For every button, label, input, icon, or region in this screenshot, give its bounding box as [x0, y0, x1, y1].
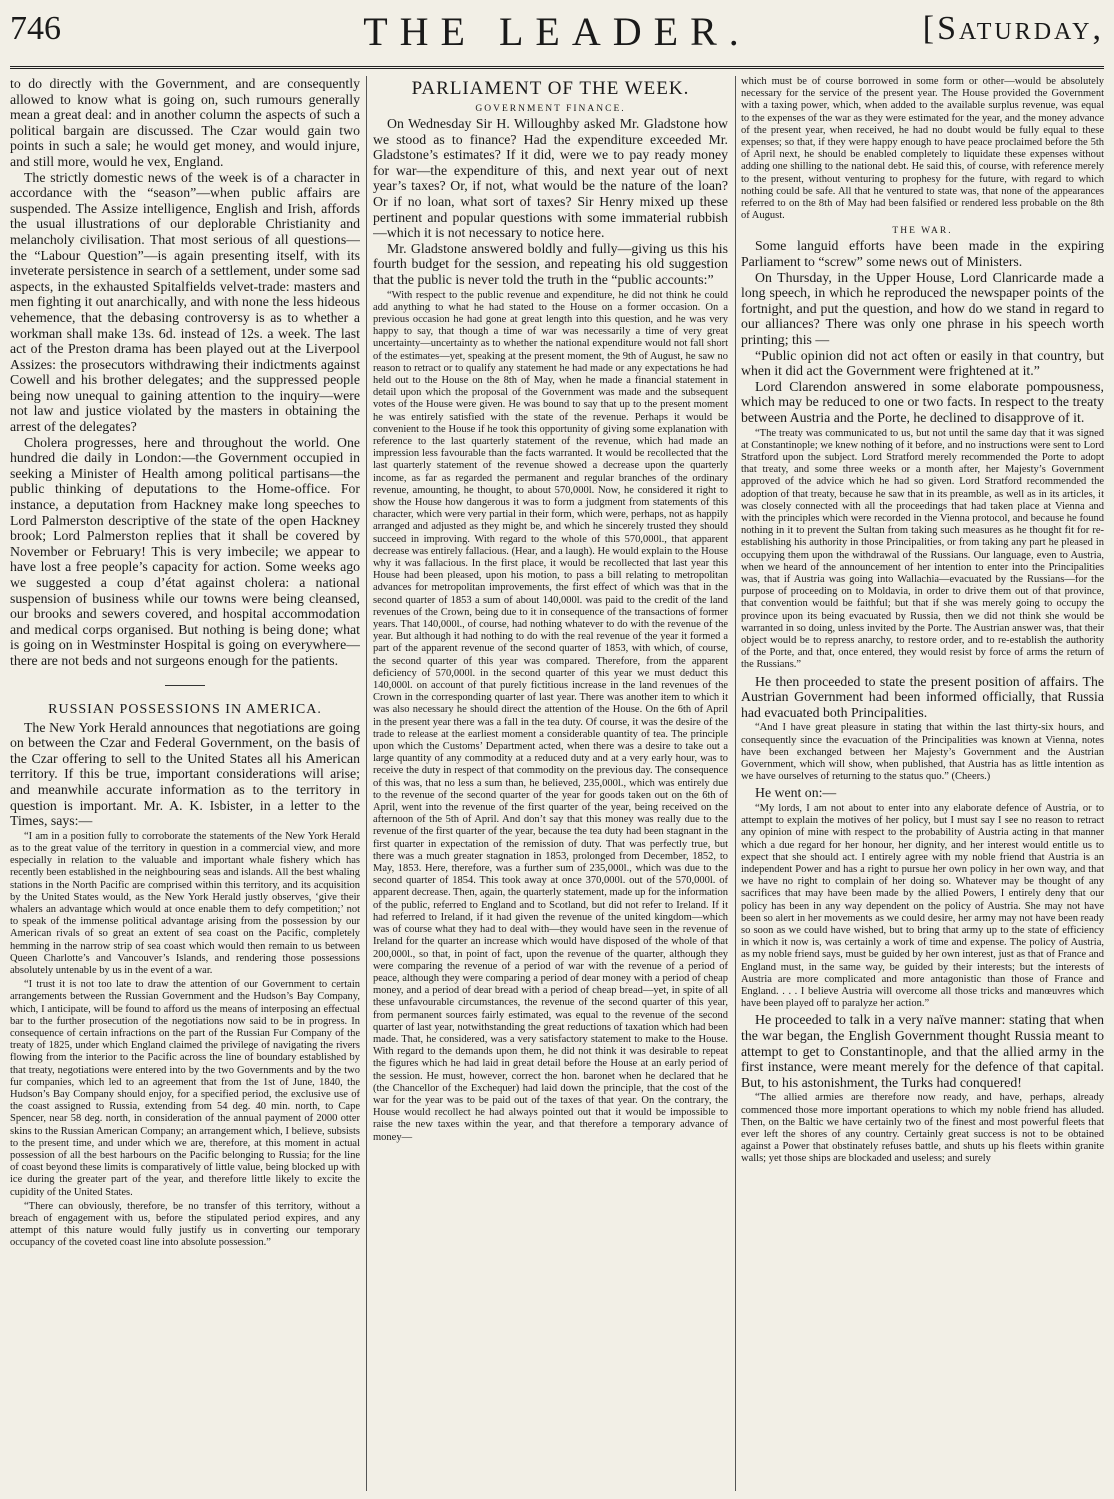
quoted-speech: “The allied armies are therefore now ready, and have, perhaps, already commenced those more important operations to which my noble friend has alluded. Then, on the Baltic we have certainly two of the finest and most powerful fleets that ever left the shores of any country. Certainly great success is not to be obtained against a Power that obstinately refuses battle, and shuts up his fleets within granite walls; yet those ships are blockaded and useless; and surely — [741, 1092, 1104, 1165]
paragraph: On Thursday, in the Upper House, Lord Clanricarde made a long speech, in which he reproduced the newspaper points of the fortnight, and put the question, and how do we stand in regard to our alliances? There was only one phrase in his speech worth printing; this — — [741, 269, 1104, 347]
newspaper-title: THE LEADER. — [363, 9, 751, 54]
paragraph: He went on:— — [755, 785, 837, 801]
section-heading: RUSSIAN POSSESSIONS IN AMERICA. — [48, 701, 322, 717]
column-2 — [373, 76, 728, 1494]
column-1 — [10, 76, 360, 1494]
section-heading: PARLIAMENT OF THE WEEK. — [411, 78, 690, 99]
paragraph: to do directly with the Government, and are consequently allowed to know what is going on, such rumours generally mean a great deal: and in another column the aspects of such a political bargain are discussed. The Czar would gain two points in such a sale; he would get money, and would injure, and still more, would he vex, England. — [10, 76, 360, 169]
paragraph: Cholera progresses, here and throughout the world. One hundred die daily in London:—the Government occupied in seeking a Minister of Health among political partisans—the public thinking of deputations to the Home-office. For instance, a deputation from Hackney make long speeches to Lord Palmerston descriptive of the state of the open Hackney brook; Lord Palmerston replies that it shall be covered by November or February! This is very imbecile; we appear to have lost a free people’s capacity for action. Some weeks ago we suggested a coup d’état against cholera: a national suspension of business while our towns were being cleansed, our brooks and sewers covered, and hospital accommodation and medical corps organised. But nothing is being done; what is going on in Westminster Hospital is going on everywhere—there are not beds and not surgeons enough for the patients. — [10, 434, 360, 668]
masthead — [10, 4, 1104, 66]
sub-heading: THE WAR. — [892, 226, 953, 237]
section-rule — [165, 685, 205, 686]
column-divider — [735, 76, 736, 1491]
paragraph: He then proceeded to state the present position of affairs. The Austrian Government had been informed officially, that Russia had evacuated both Principalities. — [741, 673, 1104, 720]
quoted-speech: “With respect to the public revenue and expenditure, he did not think he could add anything to what he had stated to the House on a former occasion. On a previous occasion he had gone at great length into this question, and he was very happy to say, that though a time of war was necessarily a time of very great uncertainty—uncertainty as to whether the national expenditure would not fall short of the estimates—yet, speaking at the present moment, the 9th of August, he saw no reason to retract or to qualify any statement he had made or any expectations he had held out to the House on the 8th of May, when he made a financial statement in detail upon which the proposal of the Government was made and the subsequent votes of the House were given. He was bound to say that up to the present moment he was entirely satisfied with the state of the revenue. Perhaps it would be convenient to the House if he took this opportunity of giving some explanation with reference to the last quarterly statement of the revenue, which had made an impression less favourable than the facts warranted. It would be recollected that the last quarterly statement of the revenue showed a decrease upon the quarterly income, as far as regarded the permanent and regular branches of the ordinary revenue, amounting, he thought, to about 570,000l. Now, he considered it right to show the House how dangerous it was to form a judgment from statements of this character, which were very partial in their form, which were, perhaps, not as happily arranged and adjusted as they might be, and which he sincerely trusted they should succeed in improving. With regard to the whole of this 570,000l., that apparent decrease was entirely fallacious. (Hear, and a laugh). He would explain to the House why it was fallacious. In the first place, it would be recollected that last year this House had been pleased, upon his motion, to pass a bill relating to metropolitan advances for metropolitan improvements, the first effect of which was that in the second quarter of 1853 a sum of about 140,000l. was paid to the credit of the land revenues of the Crown, being due to it in consequence of the transactions of former years. That 140,000l., of course, had nothing whatever to do with the revenue of the year. But although it had nothing to do with the real revenue of the year it formed a part of the apparent revenue of the second quarter of 1853, with which, of course, the second quarter of this year was compared. Therefore, from the apparent deficiency of 570,000l. in the second quarter of this year we must deduct this 140,000l. on account of that purely fictitious increase in the land revenues of the Crown in the corresponding quarter of last year. There was another item to which it was also necessary he should direct the attention of the House. On the 6th of April in the present year there was a fall in the tea duty. Of course, it was the desire of the trade to release at the earliest moment a considerable quantity of tea. The principle upon which the Customs’ Department acted, when there was a desire to take out a large quantity of any commodity at a reduced duty and at a very early hour, was to receive the duty in respect of that commodity on the previous day. The consequence of this was, that no less a sum than, he believed, 235,000l., which was entirely due to the revenue of the second quarter of the year for goods taken out on the 6th of April, went into the revenue of the first quarter of the year, being received on the afternoon of the 5th of April. And don’t say that this money was really due to the revenue of the first quarter of the year, because the tea duty had been stagnant in the first quarter in expectation of the remission of duty. That was perfectly true, but there was a much greater stagnation in 1853, prolonged from December, 1852, to May, 1853. Here, therefore, was a further sum of 235,000l., which was due to the second quarter of 1854. This took away at once 370,000l. out of the 570,000l. of apparent decrease. Then, again, the quarterly statement, made up for the information of the public, referred to England and to Scotland, but did not refer to Ireland. If it had referred to Ireland, if it had given the revenue of the united kingdom—which was of course what they had to deal with—they would have seen in the revenue of Ireland for the quarter an increase which would have disposed of the whole of that 200,000l., so that, in point of fact, upon the revenue of the quarter, although they were comparing the revenue of a period of war with the revenue of a period of peace, although they were comparing a period of dear money with a period of cheap money, and a period of dear bread with a period of cheap bread—yet, in spite of all these unfavourable circumstances, the revenue of the second quarter of this year, from permanent sources fairly estimated, was equal to the revenue of the second quarter of last year, notwithstanding the great reductions of taxation which had been made. That, he considered, was a very satisfactory statement to make to the House. With regard to the demands upon them, he did not think it was desirable to repeat the figures which he had laid in great detail before the House at an early period of the session. He must, however, correct the hon. baronet when he declared that he (the Chancellor of the Exchequer) had laid down the principle, that the cost of the war for the year was to be paid out of the taxes of that year. On the contrary, the House would recollect he had always pointed out that it would be impossible to raise the new taxes within the year, and that therefore a temporary advance of money— — [373, 289, 728, 1143]
quoted-letter: “I trust it is not too late to draw the attention of our Government to certain arrangements between the Russian Government and the Hudson’s Bay Company, which, I anticipate, will be found to afford us the means of interposing an effectual bar to the further prosecution of the negotiations now said to be in progress. In consequence of certain infractions on the part of the Russian Fur Company of the treaty of 1825, under which England claimed the privilege of navigating the rivers flowing from the interior to the Pacific across the line of boundary established by that treaty, negotiations were entered into by the two Governments and by the two fur companies, which led to an agreement that from the 1st of June, 1840, the Hudson’s Bay Company should enjoy, for a specified period, the exclusive use of the coast assigned to Russia, extending from 54 deg. 40 min. north, to Cape Spencer, near 58 deg. north, in consideration of the annual payment of 2000 otter skins to the Russian American Company; an arrangement which, I believe, subsists to the present time, and under which we are, therefore, at this moment in actual possession of all the best harbours on the Pacific belonging to Russia; for the line of coast beyond these limits is comparatively of little value, being blocked up with ice during the greater part of the year, and therefore little likely to excite the cupidity of the United States. — [10, 979, 360, 1198]
column-divider — [366, 76, 367, 1491]
column-3 — [741, 76, 1104, 1494]
quoted-speech: “And I have great pleasure in stating that within the last thirty-six hours, and consequently since the evacuation of the Principalities was known at Vienna, notes have been exchanged between her Majesty’s Government and the Austrian Government, which will show, when published, that Austria has as little intention as we have ourselves of returning to the status quo.” (Cheers.) — [741, 722, 1104, 783]
paragraph: Mr. Gladstone answered boldly and fully—giving us this his fourth budget for the session, and repeating his old suggestion that the public is never told the truth in the “public accounts:” — [373, 240, 728, 287]
quoted-letter: “I am in a position fully to corroborate the statements of the New York Herald as to the great value of the territory in question in a commercial view, and more especially in relation to the valuable and important whale fishery which has recently been established in the neighbouring seas and islands. All the best whaling stations in the North Pacific are comprised within this territory, and its acquisition by the United States would, as the New York Herald justly observes, ‘give their whalers an advantage which would at once enable them to defy competition;’ not to speak of the immense political advantage arising from the possession by our American rivals of so great an extent of sea coast on the Pacific, completely hemming in the narrow strip of sea coast which would then remain to us between Queen Charlotte’s and Vancouver’s Islands, and rendering those possessions absolutely untenable by us in the event of a war. — [10, 830, 360, 976]
day-label: [Saturday, — [922, 10, 1104, 47]
quoted-speech: which must be of course borrowed in some form or other—would be absolutely necessary for the service of the present year. The House provided the Government with a taxing power, which, when added to the available surplus revenue, was equal to the expenses of the war as they were estimated for the year, and the money advance of the present year, when received, he had no doubt would be fully equal to these expenses; so that, if they were happy enough to have peace proclaimed before the 5th of April next, he should be enabled completely to liquidate these expenses without adding one shilling to the national debt. He said this, of course, with reference merely to the present, without venturing to prophesy for the future, with regard to which nothing could be safe. All that he ventured to state was, that none of the appearances referred to on the 8th of May had been falsified or rendered less probable on the 8th of August. — [741, 76, 1104, 222]
paragraph: The strictly domestic news of the week is of a character in accordance with the “season”—when public affairs are suspended. The Assize intelligence, English and Irish, affords the usual illustrations of our deplorable Christianity and melancholy civilisation. That most serious of all questions—the “Labour Question”—is again presenting itself, with its inveterate persistence in search of a settlement, under some sad aspects, in the exhausted Spitalfields velvet-trade: masters and men fighting it out anarchically, and with none the less hideous vehemence, that the debasing controversy is as to whether a workman shall make 13s. 6d. instead of 12s. a week. The last act of the Preston drama has been played out at the Liverpool Assizes: the prosecutors withdrawing their indictments against Cowell and his brother delegates; and the suppressed people being now unequal to gaining attention to the inquiry—were not law and justice violated by the masters in obtaining the arrest of the delegates? — [10, 169, 360, 435]
paragraph: Lord Clarendon answered in some elaborate pompousness, which may be reduced to one or two facts. In respect to the treaty between Austria and the Porte, he declined to disapprove of it. — [741, 378, 1104, 425]
paragraph: On Wednesday Sir H. Willoughby asked Mr. Gladstone how we stood as to finance? Had the expenditure exceeded Mr. Gladstone’s estimates? If it did, were we to pay ready money for war—the expenditure of this, and next year out of next year’s taxes? Or, if not, what would be the nature of the loan? Or if no loan, what sort of taxes? Sir Henry mixed up these pertinent and popular questions with some immaterial rubbish—which it is not necessary to notice here. — [373, 116, 728, 241]
sub-heading: GOVERNMENT FINANCE. — [475, 104, 626, 114]
page-number: 746 — [10, 10, 61, 47]
paragraph: “Public opinion did not act often or easily in that country, but when it did act the Government were frightened at it.” — [741, 347, 1104, 379]
quoted-letter: “There can obviously, therefore, be no transfer of this territory, without a breach of engagement with us, before the stipulated period expires, and any attempt of this nature would fully justify us in converting our temporary occupancy of the coveted coast line into absolute possession.” — [10, 1200, 360, 1249]
masthead-rule — [10, 66, 1104, 69]
quoted-speech: “The treaty was communicated to us, but not until the same day that it was signed at Constantinople; we knew nothing of it before, and no instructions were sent to Lord Stratford upon the subject. Lord Stratford merely recommended the Porte to adopt that treaty, and some three weeks or a month after, her Majesty’s Government approved of the advice which he had so given. Lord Stratford recommended the adoption of that treaty, because he saw that in its preamble, as well as in its articles, it was closely connected with all the proceedings that had taken place at Vienna and with the principles which were recorded in the Vienna protocol, and because he found nothing in it to prevent the Sultan from taking such measures as he thought fit for re-establishing his authority in those Principalities, or from taking any part he pleased in occupying them upon the withdrawal of the Russians. Our language, even to Austria, when we heard of the announcement of her intention to enter into the Principalities was, that if Austria was going into Wallachia—evacuated by the Russians—for the purpose of proceeding on to Moldavia, in order to drive them out of that province, that convention would be faithful; but that if she was merely going to occupy the province upon its being evacuated by Russia, then we did not think she would be warranted in so doing, unless invited by the Porte. The Austrian answer was, that their object would be to repress anarchy, to restore order, and to re-establish the authority of the Porte, and that, once entered, they would resist by force of arms the return of the Russians.” — [741, 427, 1104, 671]
quoted-speech: “My lords, I am not about to enter into any elaborate defence of Austria, or to attempt to explain the motives of her policy, but I must say I see no reason to retract any opinion of mine with respect to the probability of Austria acting in that manner which a due regard for her honour, her dignity, and her interest would entitle us to expect that she should act. I entirely agree with my noble friend that Austria is an independent Power and has a right to pursue her own policy in her own way, and that we have no right to complain of her doing so. Whatever may be thought of any sacrifices that may have been made by the allied Powers, I entirely deny that our policy has been in any way dependent on the policy of Austria. She may not have been so alert in her movements as we could desire, her army may not have been ready so soon as we could have wished, but to bring that army up to the state of efficiency in which it now is, was certainly a work of time and expense. The policy of Austria, as my noble friend says, must be guided by her own interest, just as that of France and England must, in the same way, be guided by their interests; but the interests of Austria are more complicated and more antagonistic than those of France and England. . . . I believe Austria will overcome all those tricks and manœuvres which have been played off to paralyze her action.” — [741, 803, 1104, 1010]
paragraph: The New York Herald announces that negotiations are going on between the Czar and Federal Government, on the basis of the Czar offering to sell to the United States all his American territory. If this be true, important considerations will arise; and meanwhile accurate information as to the territory in question is important. Mr. A. K. Isbister, in a letter to the Times, says:— — [10, 719, 360, 829]
paragraph: He proceeded to talk in a very naïve manner: stating that when the war began, the English Government thought Russia meant to attempt to get to Constantinople, and that the allied army in the first instance, were meant merely for the defence of that capital. But, to his astonishment, the Turks had conquered! — [741, 1012, 1104, 1090]
paragraph: Some languid efforts have been made in the expiring Parliament to “screw” some news out of Ministers. — [741, 238, 1104, 270]
